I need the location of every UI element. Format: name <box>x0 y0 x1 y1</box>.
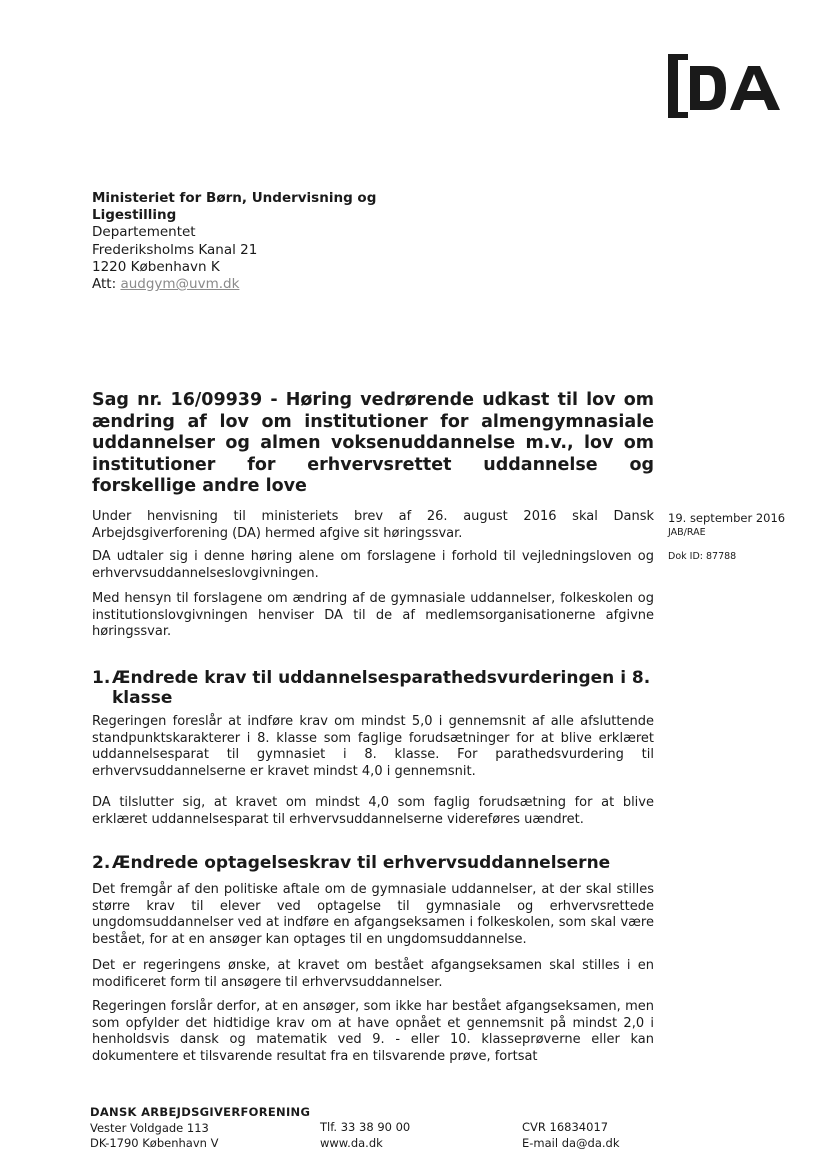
section-1-paragraph-2: DA tilslutter sig, at kravet om mindst 4,0 som faglig forudsætning for at blive erklæret uddannelsesparat til erhvervsuddannelserne videreføres uændret. <box>92 795 654 827</box>
section-1-heading-line1: Ændrede krav til uddannelsesparathedsvurderingen i 8. <box>112 668 651 688</box>
footer-phone: Tlf. 33 38 90 00 <box>320 1120 411 1134</box>
footer-city: DK-1790 København V <box>90 1136 219 1150</box>
section-2-paragraph-1: Det fremgår af den politiske aftale om de gymnasiale uddannelser, at der skal stilles større krav til elever ved optagelse til gymnasiale og erhvervsrettede ungdomsuddannelser ved at indføre en afgangseksamen i folkeskolen, som skal være bestået, for at en ansøger kan optages til en ungdomsuddannelse. <box>92 882 654 947</box>
footer-address <box>90 1105 310 1152</box>
section-2-heading <box>92 853 672 873</box>
footer-email[interactable]: E-mail da@da.dk <box>522 1135 620 1150</box>
att-email-link[interactable]: audgym@uvm.dk <box>120 276 240 293</box>
section-2-paragraph-3: Regeringen forslår derfor, at en ansøger, som ikke har bestået afgangseksamen, men som opfylder det hidtidige krav om at have opnået et gennemsnit på mindst 2,0 i henholdsvis dansk og matematik ved 9. - eller 10. klasseprøverne eller kan dokumentere et tilsvarende resultat fra en tilsvarende prøve, fortsat <box>92 999 654 1064</box>
intro-paragraph-1: Under henvisning til ministeriets brev af 26. august 2016 skal Dansk Arbejdsgiverforening (DA) hermed afgive sit høringssvar. <box>92 509 654 541</box>
footer-web-link[interactable]: www.da.dk <box>320 1135 383 1150</box>
att-label: Att: <box>92 276 117 293</box>
intro-paragraph-3: Med hensyn til forslagene om ændring af de gymnasiale uddannelser, folkeskolen og institutionslovgivningen henviser DA til de af medlemsorganisationerne afgivne høringssvar. <box>92 591 654 640</box>
recipient-street: Frederiksholms Kanal 21 <box>92 241 258 258</box>
da-logo <box>668 52 784 120</box>
recipient-name-line2: Ligestilling <box>92 207 177 224</box>
section-2-number: 2. <box>92 853 111 873</box>
section-2-paragraph-2: Det er regeringens ønske, at kravet om bestået afgangseksamen skal stilles i en modificeret form til ansøgere til erhvervsuddannelser. <box>92 958 654 990</box>
section-1-number: 1. <box>92 668 111 688</box>
footer-street: Vester Voldgade 113 <box>90 1120 209 1135</box>
letter-title: Sag nr. 16/09939 - Høring vedrørende udkast til lov om ændring af lov om institutioner for almengymnasiale uddannelser og almen voksenuddannelse m.v., lov om institutioner for erhvervsrettet uddannelse og forskellige andre love <box>92 390 654 496</box>
recipient-name-line1: Ministeriet for Børn, Undervisning og <box>92 190 377 206</box>
footer-cvr: CVR 16834017 <box>522 1120 609 1134</box>
footer-registration <box>522 1120 620 1151</box>
intro-paragraph-2: DA udtaler sig i denne høring alene om forslagene i forhold til vejledningsloven og erhvervsuddannelseslovgivningen. <box>92 549 654 581</box>
section-2-heading-text: Ændrede optagelseskrav til erhvervsuddannelserne <box>112 853 611 873</box>
footer-contact <box>320 1120 410 1151</box>
recipient-att <box>92 276 376 293</box>
document-id: Dok ID: 87788 <box>668 551 737 562</box>
footer-org-name: DANSK ARBEJDSGIVERFORENING <box>90 1105 311 1119</box>
recipient-address <box>92 190 376 293</box>
letter-date: 19. september 2016 <box>668 511 786 525</box>
recipient-city: 1220 København K <box>92 258 220 275</box>
section-1-heading-line2: klasse <box>112 688 173 708</box>
section-1-paragraph-1: Regeringen foreslår at indføre krav om mindst 5,0 i gennemsnit af alle afsluttende standpunktskarakterer i 8. klasse som faglige forudsætninger for at blive erklæret uddannelsesparat til gymnasiet i 8. klasse. For parathedsvurdering til erhvervsuddannelserne er kravet mindst 4,0 i gennemsnit. <box>92 714 654 779</box>
recipient-department: Departementet <box>92 224 196 241</box>
letter-reference: JAB/RAE <box>668 527 706 538</box>
section-1-heading <box>92 668 672 708</box>
